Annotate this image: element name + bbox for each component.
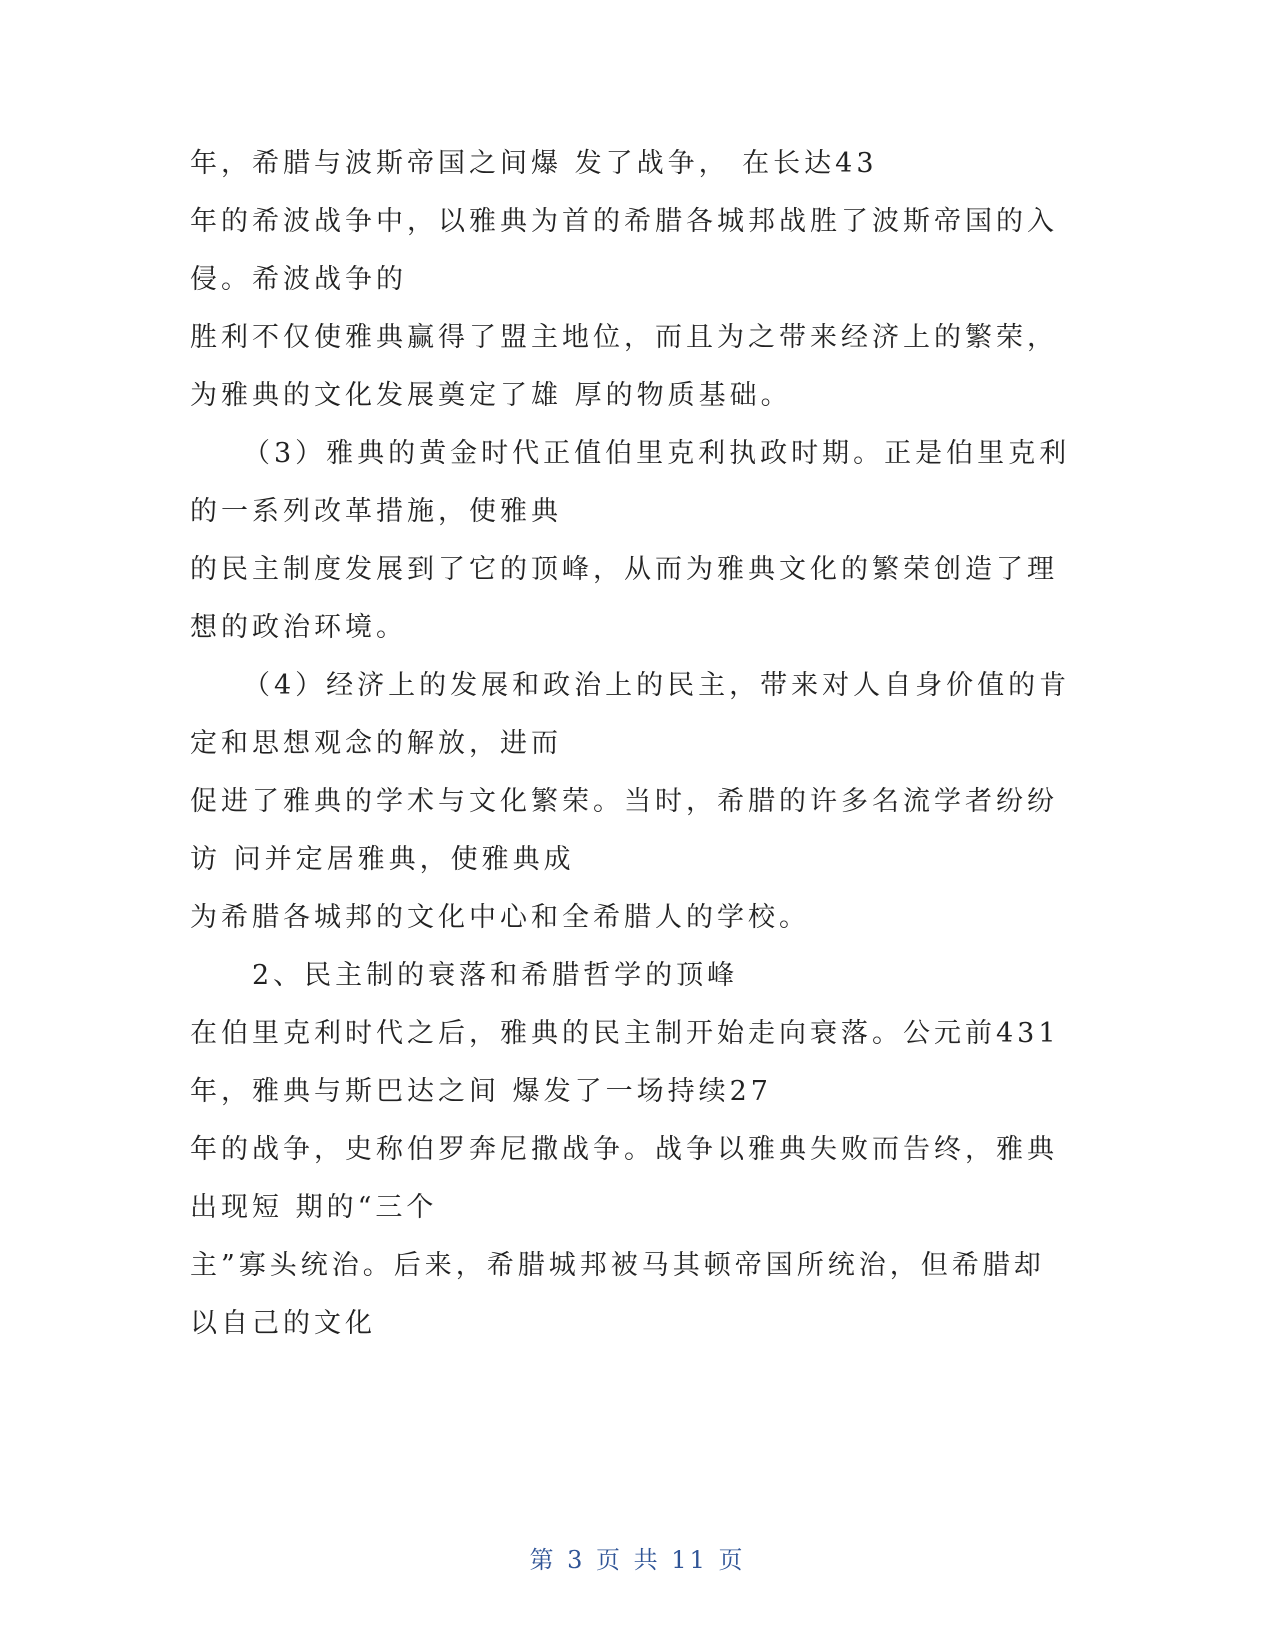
section-heading: 2、民主制的衰落和希腊哲学的顶峰 (252, 960, 739, 991)
body-text-line: 在伯里克利时代之后，雅典的民主制开始走向衰落。公元前431 (190, 1018, 1060, 1049)
body-text-line: 年，希腊与波斯帝国之间爆 发了战争， 在长达43 (190, 148, 878, 179)
body-text-line: 年的战争，史称伯罗奔尼撒战争。战争以雅典失败而告终，雅典 (190, 1134, 1058, 1165)
page-number-footer: 第 3 页 共 11 页 (529, 1546, 746, 1574)
paragraph-3-start: （3）雅典的黄金时代正值伯里克利执政时期。正是伯里克利 (243, 438, 1071, 469)
body-text-line: 的一系列改革措施，使雅典 (190, 496, 562, 527)
paragraph-4-start: （4）经济上的发展和政治上的民主，带来对人自身价值的肯 (243, 670, 1071, 701)
body-text-line: 年，雅典与斯巴达之间 爆发了一场持续27 (190, 1076, 772, 1107)
body-text-line: 促进了雅典的学术与文化繁荣。当时，希腊的许多名流学者纷纷 (190, 786, 1058, 817)
body-text-line: 为雅典的文化发展奠定了雄 厚的物质基础。 (190, 380, 792, 411)
body-text-line: 侵。希波战争的 (190, 264, 407, 295)
body-text-line: 出现短 期的“三个 (190, 1192, 438, 1223)
body-text-line: 为希腊各城邦的文化中心和全希腊人的学校。 (190, 902, 810, 933)
body-text-line: 主”寡头统治。后来，希腊城邦被马其顿帝国所统治，但希腊却 (190, 1250, 1045, 1281)
body-text-line: 访 问并定居雅典，使雅典成 (190, 844, 575, 875)
body-text-line: 以自己的文化 (190, 1308, 376, 1339)
body-text-line: 年的希波战争中，以雅典为首的希腊各城邦战胜了波斯帝国的入 (190, 206, 1058, 237)
body-text-line: 想的政治环境。 (190, 612, 407, 643)
body-text-line: 定和思想观念的解放，进而 (190, 728, 562, 759)
body-text-line: 胜利不仅使雅典赢得了盟主地位，而且为之带来经济上的繁荣， (190, 322, 1058, 353)
body-text-line: 的民主制度发展到了它的顶峰，从而为雅典文化的繁荣创造了理 (190, 554, 1058, 585)
